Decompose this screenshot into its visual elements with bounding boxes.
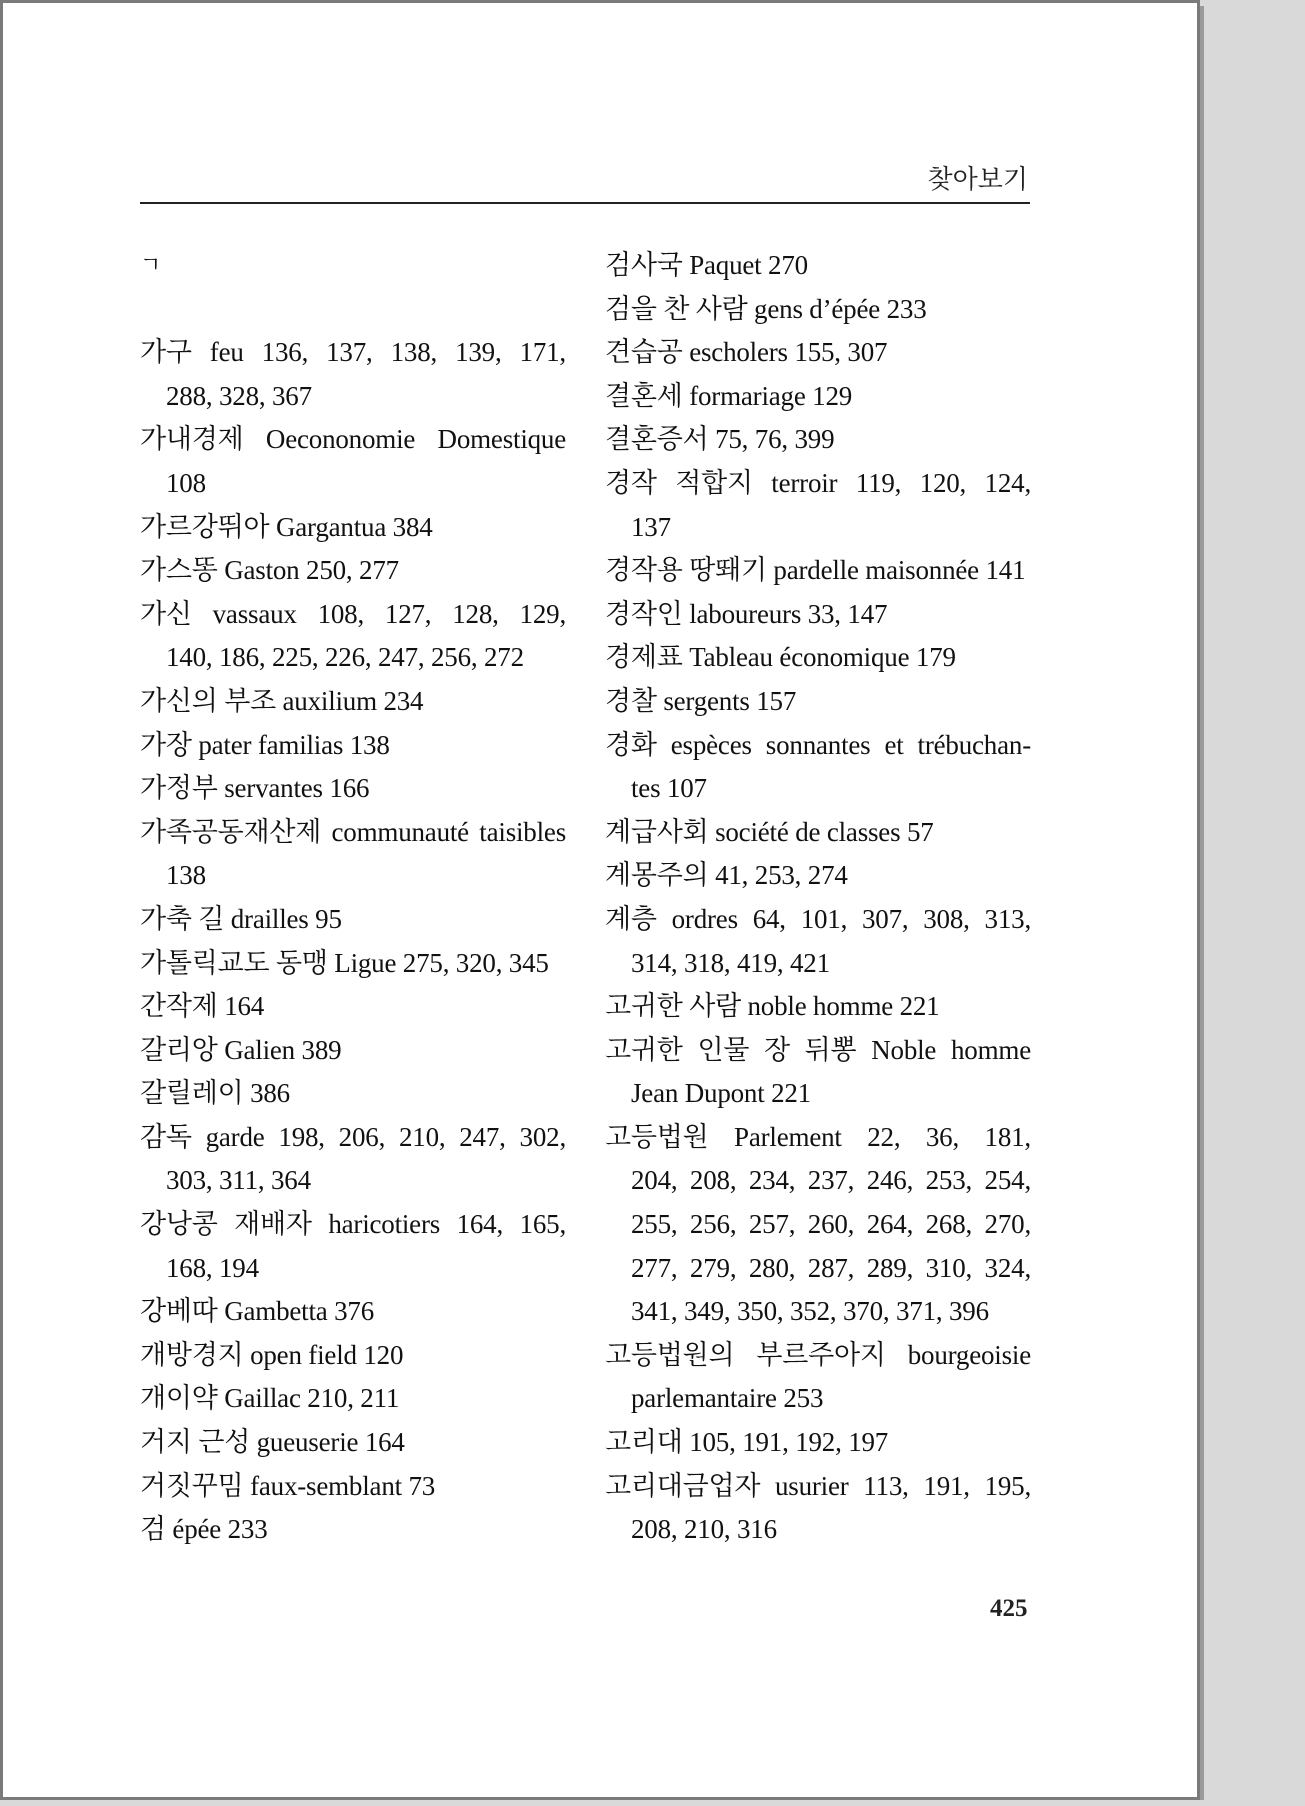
index-entry: [605, 375, 1031, 419]
index-entry: [140, 767, 566, 811]
index-entry-line: 고귀한 사람 noble homme 221: [605, 991, 940, 1022]
index-entry: [605, 549, 1031, 593]
index-entry-continuation: 288, 328, 367: [166, 380, 312, 411]
index-entry-continuation: Jean Dupont 221: [631, 1078, 811, 1109]
index-entry-line: 가르강뛰아 Gargantua 384: [140, 511, 433, 542]
index-entry: [605, 1334, 1031, 1421]
index-entry-line: 거지 근성 gueuserie 164: [140, 1427, 405, 1458]
index-entry: [140, 1334, 566, 1378]
index-entry-continuation: tes 107: [631, 773, 707, 804]
index-entry-line: 고리대금업자 usurier 113, 191, 195,: [605, 1470, 1031, 1501]
index-entry: [605, 1116, 1031, 1334]
index-entry-line: 견습공 escholers 155, 307: [605, 337, 888, 368]
index-entry: [140, 331, 566, 418]
index-entry-continuation: 137: [631, 511, 671, 542]
index-entry-line: 가신의 부조 auxilium 234: [140, 685, 424, 716]
index-entry: [140, 1203, 566, 1290]
index-entry-line: 가구 feu 136, 137, 138, 139, 171,: [140, 337, 566, 368]
index-entry: [140, 506, 566, 550]
index-entry-line: 간작제 164: [140, 991, 265, 1022]
index-entries-right: [605, 244, 1031, 1552]
index-entry: [605, 1029, 1031, 1116]
index-entry: [605, 1465, 1031, 1552]
index-entry-continuation: parlemantaire 253: [631, 1383, 824, 1414]
index-entry-continuation: 314, 318, 419, 421: [631, 947, 830, 978]
index-entry-continuation: 277, 279, 280, 287, 289, 310, 324,: [631, 1252, 1031, 1283]
index-entry-line: 경작용 땅뙈기 pardelle maisonnée 141: [605, 555, 1026, 586]
index-entry: [140, 1508, 566, 1552]
index-entry: [605, 636, 1031, 680]
index-entry-line: 강베따 Gambetta 376: [140, 1296, 375, 1327]
index-entry: [605, 854, 1031, 898]
index-entry: [140, 811, 566, 898]
index-entry-line: 개방경지 open field 120: [140, 1339, 404, 1370]
index-entries-left: [140, 331, 566, 1552]
page-edge: [1200, 6, 1204, 1800]
index-entry: [140, 1116, 566, 1203]
index-entry-line: 경작 적합지 terroir 119, 120, 124,: [605, 467, 1031, 498]
index-entry: [140, 1377, 566, 1421]
index-entry: [140, 1290, 566, 1334]
index-entry-line: 갈릴레이 386: [140, 1078, 290, 1109]
index-entry: [140, 593, 566, 680]
index-entry-line: 계몽주의 41, 253, 274: [605, 860, 848, 891]
index-entry-line: 강낭콩 재배자 haricotiers 164, 165,: [140, 1209, 566, 1240]
index-entry: [605, 985, 1031, 1029]
index-entry: [605, 462, 1031, 549]
index-entry: [140, 724, 566, 768]
index-entry: [140, 1465, 566, 1509]
index-entry: [605, 331, 1031, 375]
index-entry-line: 가정부 servantes 166: [140, 773, 370, 804]
section-spacer: [140, 288, 566, 332]
index-entry-continuation: 168, 194: [166, 1252, 259, 1283]
index-entry-line: 검사국 Paquet 270: [605, 250, 808, 280]
index-entry-line: 가내경제 Oecononomie Domestique: [140, 424, 566, 455]
index-entry: [605, 724, 1031, 811]
index-entry: [605, 811, 1031, 855]
index-entry-line: 거짓꾸밈 faux-semblant 73: [140, 1470, 436, 1501]
index-entry-line: 검을 찬 사람 gens d’épée 233: [605, 293, 927, 324]
index-entry-line: 계층 ordres 64, 101, 307, 308, 313,: [605, 903, 1031, 934]
index-entry-line: 가신 vassaux 108, 127, 128, 129,: [140, 598, 566, 629]
index-entry-line: 경찰 sergents 157: [605, 685, 797, 716]
index-entry-line: 고등법원의 부르주아지 bourgeoisie: [605, 1339, 1031, 1370]
index-entry-continuation: 140, 186, 225, 226, 247, 256, 272: [166, 642, 524, 673]
index-entry-line: 가장 pater familias 138: [140, 729, 390, 760]
index-entry: [140, 942, 566, 986]
index-entry: [140, 1029, 566, 1073]
index-entry-line: 가스똥 Gaston 250, 277: [140, 555, 399, 586]
index-entry: [605, 418, 1031, 462]
index-entry-line: 경화 espèces sonnantes et trébuchan-: [605, 729, 1031, 760]
index-entry-continuation: 341, 349, 350, 352, 370, 371, 396: [631, 1296, 989, 1327]
index-entry-line: 감독 garde 198, 206, 210, 247, 302,: [140, 1121, 566, 1152]
index-entry: [605, 288, 1031, 332]
running-head: 찾아보기: [927, 165, 1028, 195]
section-letter: ㄱ: [140, 253, 162, 278]
index-entry-line: 결혼증서 75, 76, 399: [605, 424, 835, 455]
index-entry: [140, 418, 566, 505]
index-entry: [140, 985, 566, 1029]
index-entry-line: 계급사회 société de classes 57: [605, 816, 934, 847]
index-entry-line: 고귀한 인물 장 뒤뽕 Noble homme: [605, 1034, 1031, 1065]
index-entry-line: 갈리앙 Galien 389: [140, 1034, 342, 1065]
index-entry-line: 결혼세 formariage 129: [605, 380, 853, 411]
index-entry: [140, 1072, 566, 1116]
index-entry-line: 개이약 Gaillac 210, 211: [140, 1383, 400, 1414]
index-entry-line: 고등법원 Parlement 22, 36, 181,: [605, 1121, 1031, 1152]
index-entry-line: 고리대 105, 191, 192, 197: [605, 1427, 889, 1458]
index-entry-continuation: 208, 210, 316: [631, 1514, 777, 1545]
index-entry: [140, 680, 566, 724]
page-header: [140, 160, 1030, 204]
index-entry-continuation: 108: [166, 467, 206, 498]
index-entry: [605, 593, 1031, 637]
index-column-left: [140, 244, 566, 1552]
index-entry-line: 가톨릭교도 동맹 Ligue 275, 320, 345: [140, 947, 549, 978]
index-entry-line: 경제표 Tableau économique 179: [605, 642, 956, 673]
index-entry: [605, 244, 1031, 288]
index-entry: [605, 1421, 1031, 1465]
index-entry-continuation: 204, 208, 234, 237, 246, 253, 254,: [631, 1165, 1031, 1196]
index-entry-line: 경작인 laboureurs 33, 147: [605, 598, 888, 629]
index-entry-continuation: 138: [166, 860, 206, 891]
index-entry: [140, 549, 566, 593]
index-entry: [140, 898, 566, 942]
index-column-right: [605, 244, 1031, 1552]
index-entry-continuation: 303, 311, 364: [166, 1165, 311, 1196]
index-entry-line: 가족공동재산제 communauté taisibles: [140, 816, 566, 847]
index-entry: [605, 680, 1031, 724]
index-entry: [605, 898, 1031, 985]
index-entry-line: 가축 길 drailles 95: [140, 903, 342, 934]
page-number: 425: [990, 1595, 1028, 1622]
index-entry-line: 검 épée 233: [140, 1514, 268, 1545]
index-entry-continuation: 255, 256, 257, 260, 264, 268, 270,: [631, 1209, 1031, 1240]
index-entry: [140, 1421, 566, 1465]
